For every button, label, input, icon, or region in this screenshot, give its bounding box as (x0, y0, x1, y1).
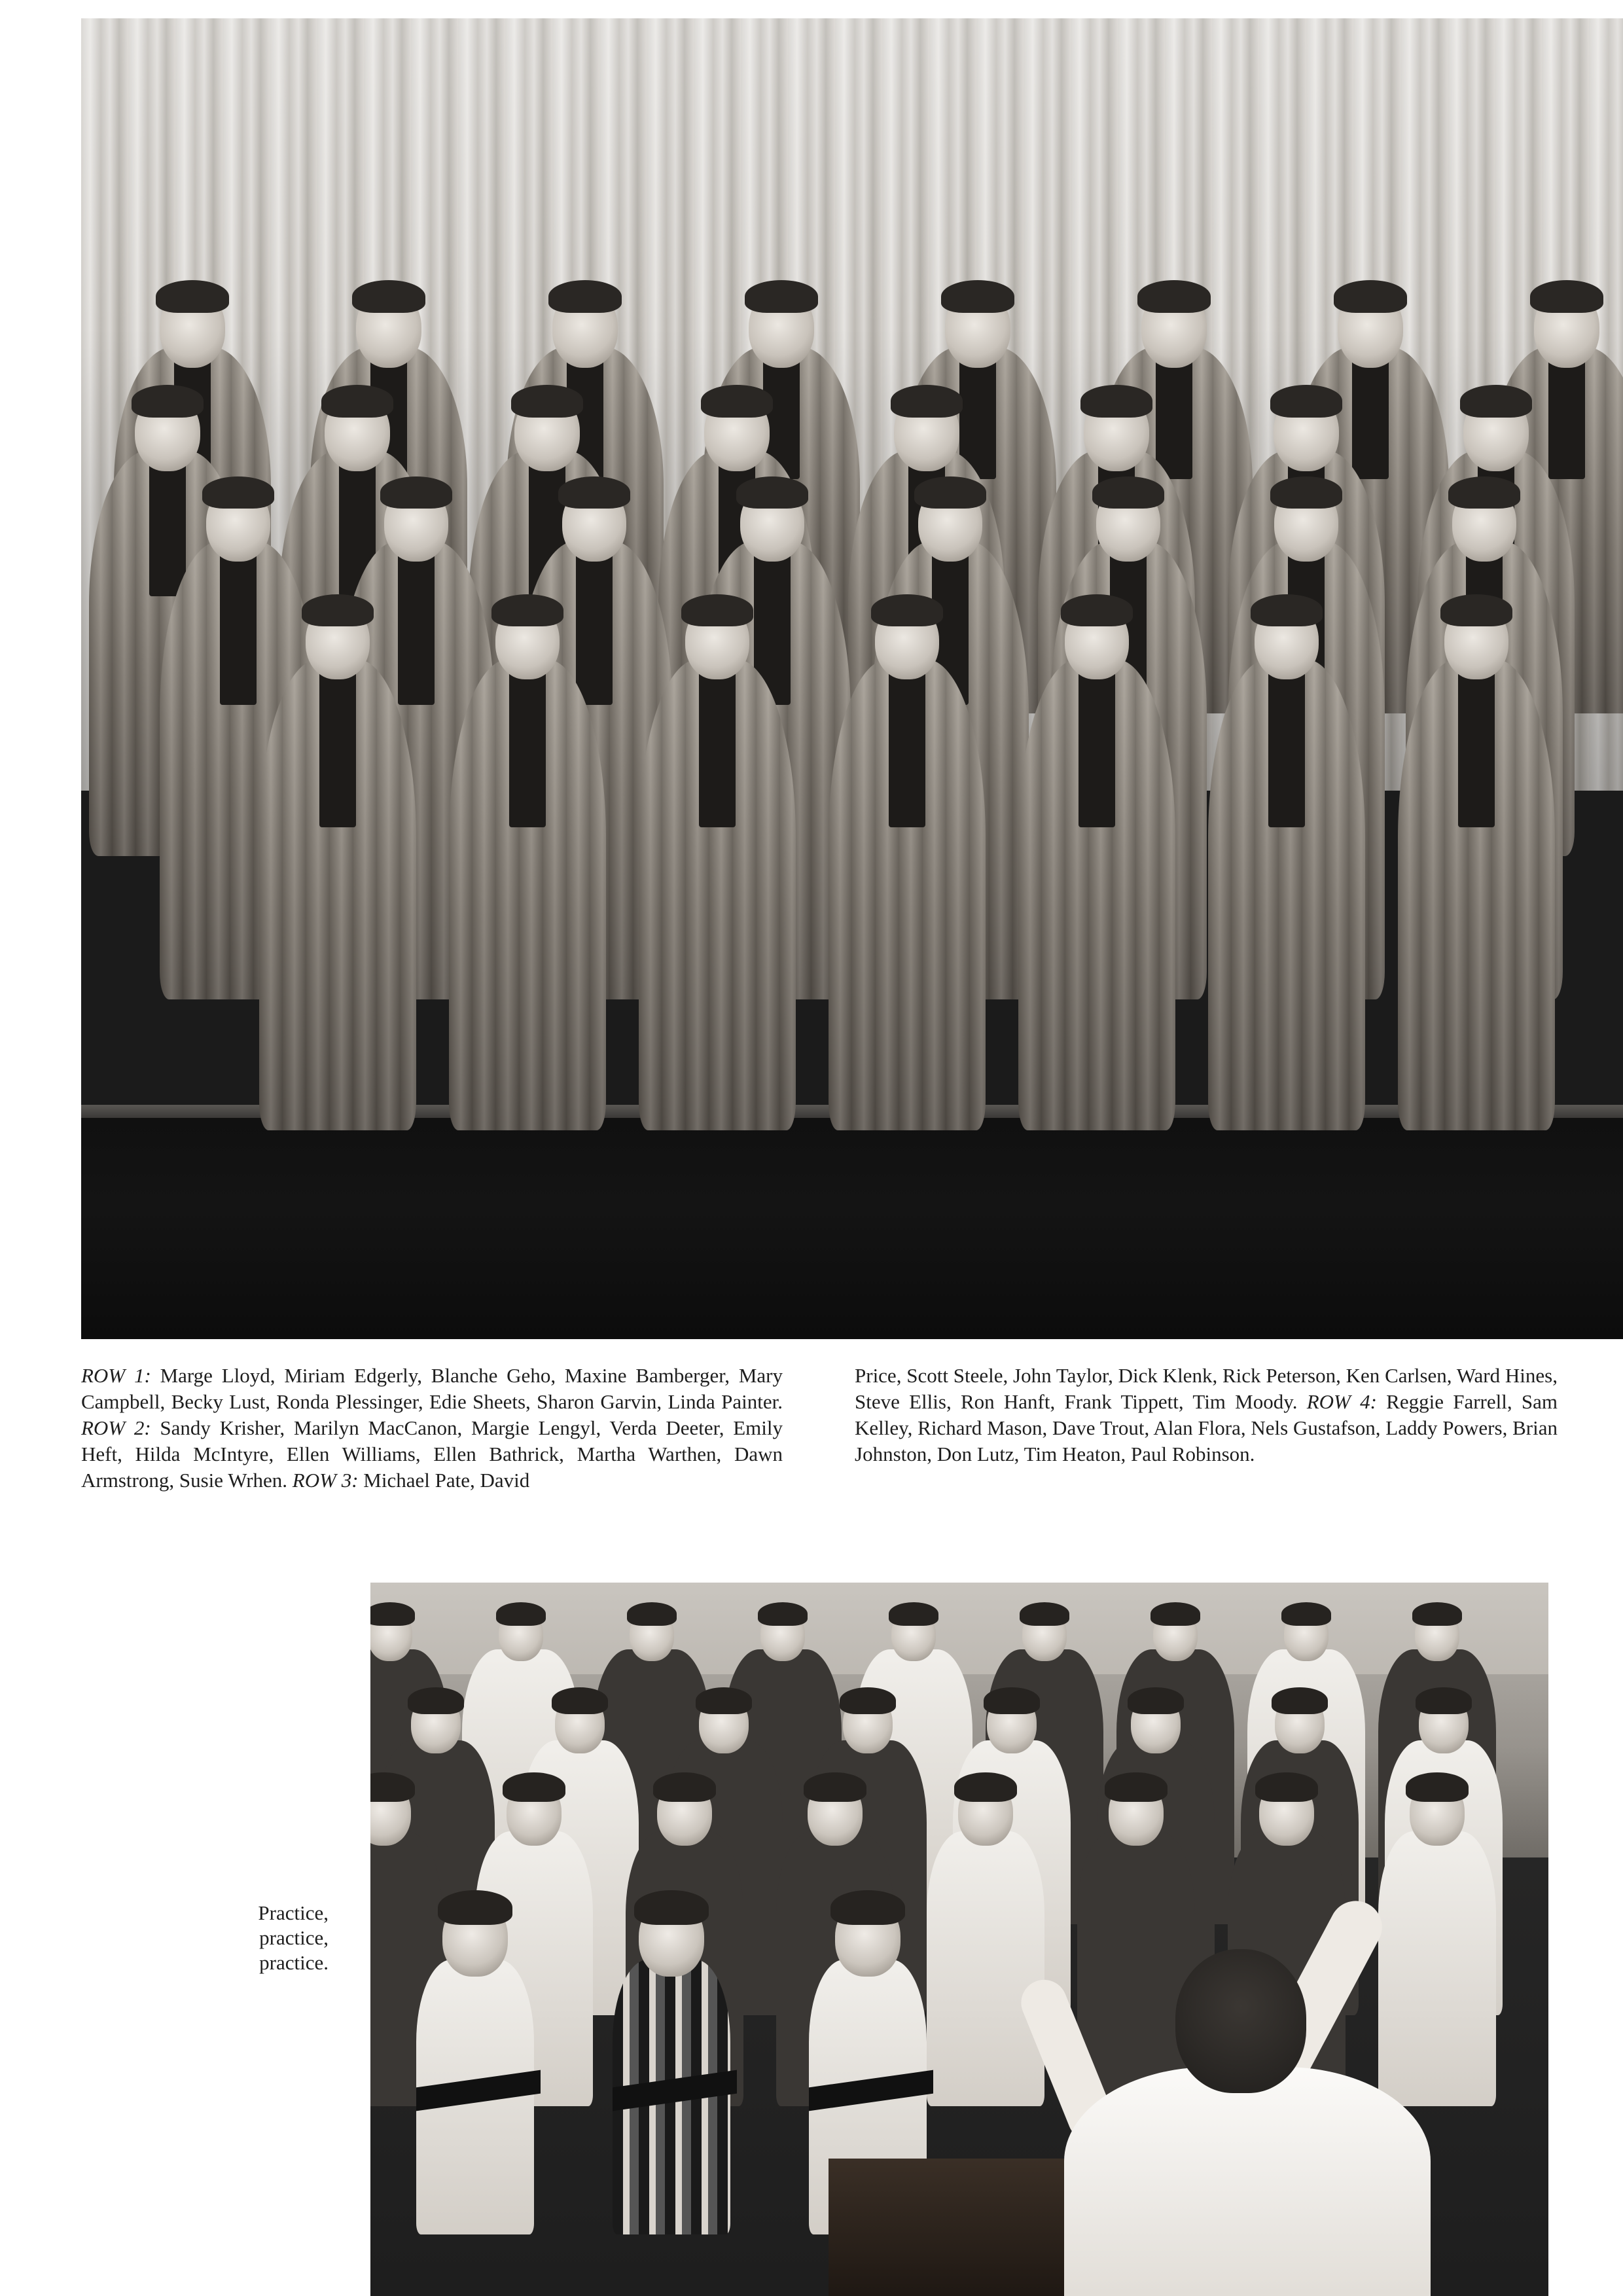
choir-member-hair (1092, 476, 1164, 509)
choir-member-hair (202, 476, 274, 509)
row-1-names: Marge Lloyd, Miriam Edgerly, Blanche Geho, Maxine Bamberger, Mary Campbell, Becky Lust, Ronda Plessinger, Edie Sheets, Sharon Garvin, Linda Painter. (81, 1364, 783, 1413)
singer-hair (1105, 1772, 1168, 1802)
singer-hair (696, 1687, 752, 1714)
choir-member-hair (1080, 385, 1153, 418)
singer-hair (840, 1687, 896, 1714)
singer-hair (1128, 1687, 1184, 1714)
row-4-names: Reggie Farrell, Sam Kelley, Richard Mason, Dave Trout, Alan Flora, Nels Gustafson, Laddy Powers, Brian Johnston, Don Lutz, Tim Heaton, Paul Robinson. (855, 1390, 1558, 1465)
choir-member-hair (302, 594, 373, 626)
choir-member-hair (352, 280, 426, 313)
choir-member-hair (491, 594, 563, 626)
row-2-label: ROW 2: (81, 1416, 151, 1439)
rehearsal-caption-line: Practice, (258, 1901, 329, 1924)
singer-hair (634, 1890, 708, 1925)
singer-hair (830, 1890, 904, 1925)
rehearsal-singer (410, 1890, 541, 2231)
singer-hair (1255, 1772, 1318, 1802)
singer-hair (653, 1772, 716, 1802)
singer-hair (954, 1772, 1017, 1802)
choir-member-hair (891, 385, 963, 418)
choir-member-hair (548, 280, 622, 313)
row-2-names: Sandy Krisher, Marilyn MacCanon, Margie Lengyl, Verda Deeter, Emily Heft, Hilda McIntyre, Ellen Williams, Ellen Bathrick, Martha Warthen, Dawn Armstrong, Susie Wrhen. (81, 1416, 783, 1492)
choir-member (1018, 594, 1175, 1141)
stage-front (81, 1118, 1623, 1339)
singer-clothing (927, 1831, 1044, 2106)
singer-hair (1281, 1602, 1332, 1626)
row-3-names-start: Michael Pate, David (358, 1469, 530, 1492)
choir-member (639, 594, 796, 1141)
caption-left-column (81, 1363, 783, 1494)
choir-member (829, 594, 986, 1141)
choir-member-hair (914, 476, 986, 509)
singer-hair (758, 1602, 808, 1626)
caption-right-column (855, 1363, 1558, 1467)
singer-hair (1406, 1772, 1469, 1802)
choir-member-hair (681, 594, 753, 626)
choir-member (1208, 594, 1365, 1141)
choir-member-hair (941, 280, 1015, 313)
choir-stole (220, 545, 257, 705)
choir-member (259, 594, 416, 1141)
row-1-label: ROW 1: (81, 1364, 151, 1387)
singer-hair (496, 1602, 546, 1626)
rehearsal-photo (370, 1583, 1548, 2296)
singer-hair (889, 1602, 939, 1626)
choir-member-hair (736, 476, 808, 509)
choir-stole (1268, 662, 1305, 827)
singer-hair (804, 1772, 866, 1802)
choir-member-hair (1440, 594, 1512, 626)
rehearsal-singer (606, 1890, 737, 2231)
choir-stole (889, 662, 925, 827)
row-3-label: ROW 3: (292, 1469, 359, 1492)
choir-stole (509, 662, 546, 827)
row-3-names-end: Price, Scott Steele, John Taylor, Dick Klenk, Rick Peterson, Ken Carlsen, Ward Hines, Steve Ellis, Ron Hanft, Frank Tippett, Tim Moody. (855, 1364, 1558, 1413)
rehearsal-caption-line: practice. (259, 1951, 329, 1974)
choir-stole (699, 662, 736, 827)
choir-member-hair (1334, 280, 1408, 313)
singer-hair (503, 1772, 565, 1802)
singer-hair (438, 1890, 512, 1925)
singer-hair (1272, 1687, 1328, 1714)
choir-member-hair (1137, 280, 1211, 313)
singer-hair (627, 1602, 677, 1626)
choir-member-hair (380, 476, 452, 509)
choir-member-hair (321, 385, 394, 418)
choir-stole (319, 662, 356, 827)
singer-clothing (1378, 1831, 1496, 2106)
choir-member-hair (156, 280, 230, 313)
choir-member-hair (1251, 594, 1322, 626)
singer-hair (1416, 1687, 1472, 1714)
conductor-head (1175, 1949, 1306, 2093)
choir-member-hair (701, 385, 774, 418)
singer-hair (984, 1687, 1040, 1714)
choir-member-hair (1530, 280, 1604, 313)
singer-hair (370, 1772, 415, 1802)
singer-hair (408, 1687, 464, 1714)
singer-clothing (1077, 1831, 1195, 2106)
choir-member (449, 594, 606, 1141)
singer-hair (1412, 1602, 1463, 1626)
singer-hair (1020, 1602, 1070, 1626)
choir-member-hair (1448, 476, 1520, 509)
choir-member-hair (745, 280, 819, 313)
choir-member-hair (1460, 385, 1533, 418)
rehearsal-singer (920, 1772, 1051, 2113)
rehearsal-caption (216, 1901, 329, 1975)
choir-member-hair (1061, 594, 1132, 626)
choir-member-hair (558, 476, 630, 509)
choir-member (1398, 594, 1555, 1141)
choir-member-hair (1270, 476, 1342, 509)
singer-hair (552, 1687, 608, 1714)
row-4-label: ROW 4: (1306, 1390, 1377, 1413)
choir-member-hair (871, 594, 942, 626)
choir-group-photo (81, 18, 1623, 1339)
choir-member-hair (1270, 385, 1343, 418)
rehearsal-singer (1372, 1772, 1503, 2113)
rehearsal-caption-line: practice, (259, 1926, 329, 1949)
choir-member-hair (132, 385, 204, 418)
choir-stole (1458, 662, 1495, 827)
choir-member-hair (511, 385, 584, 418)
singer-hair (370, 1602, 415, 1626)
conductor (1064, 2067, 1431, 2296)
singer-hair (1150, 1602, 1201, 1626)
choir-stole (1079, 662, 1115, 827)
